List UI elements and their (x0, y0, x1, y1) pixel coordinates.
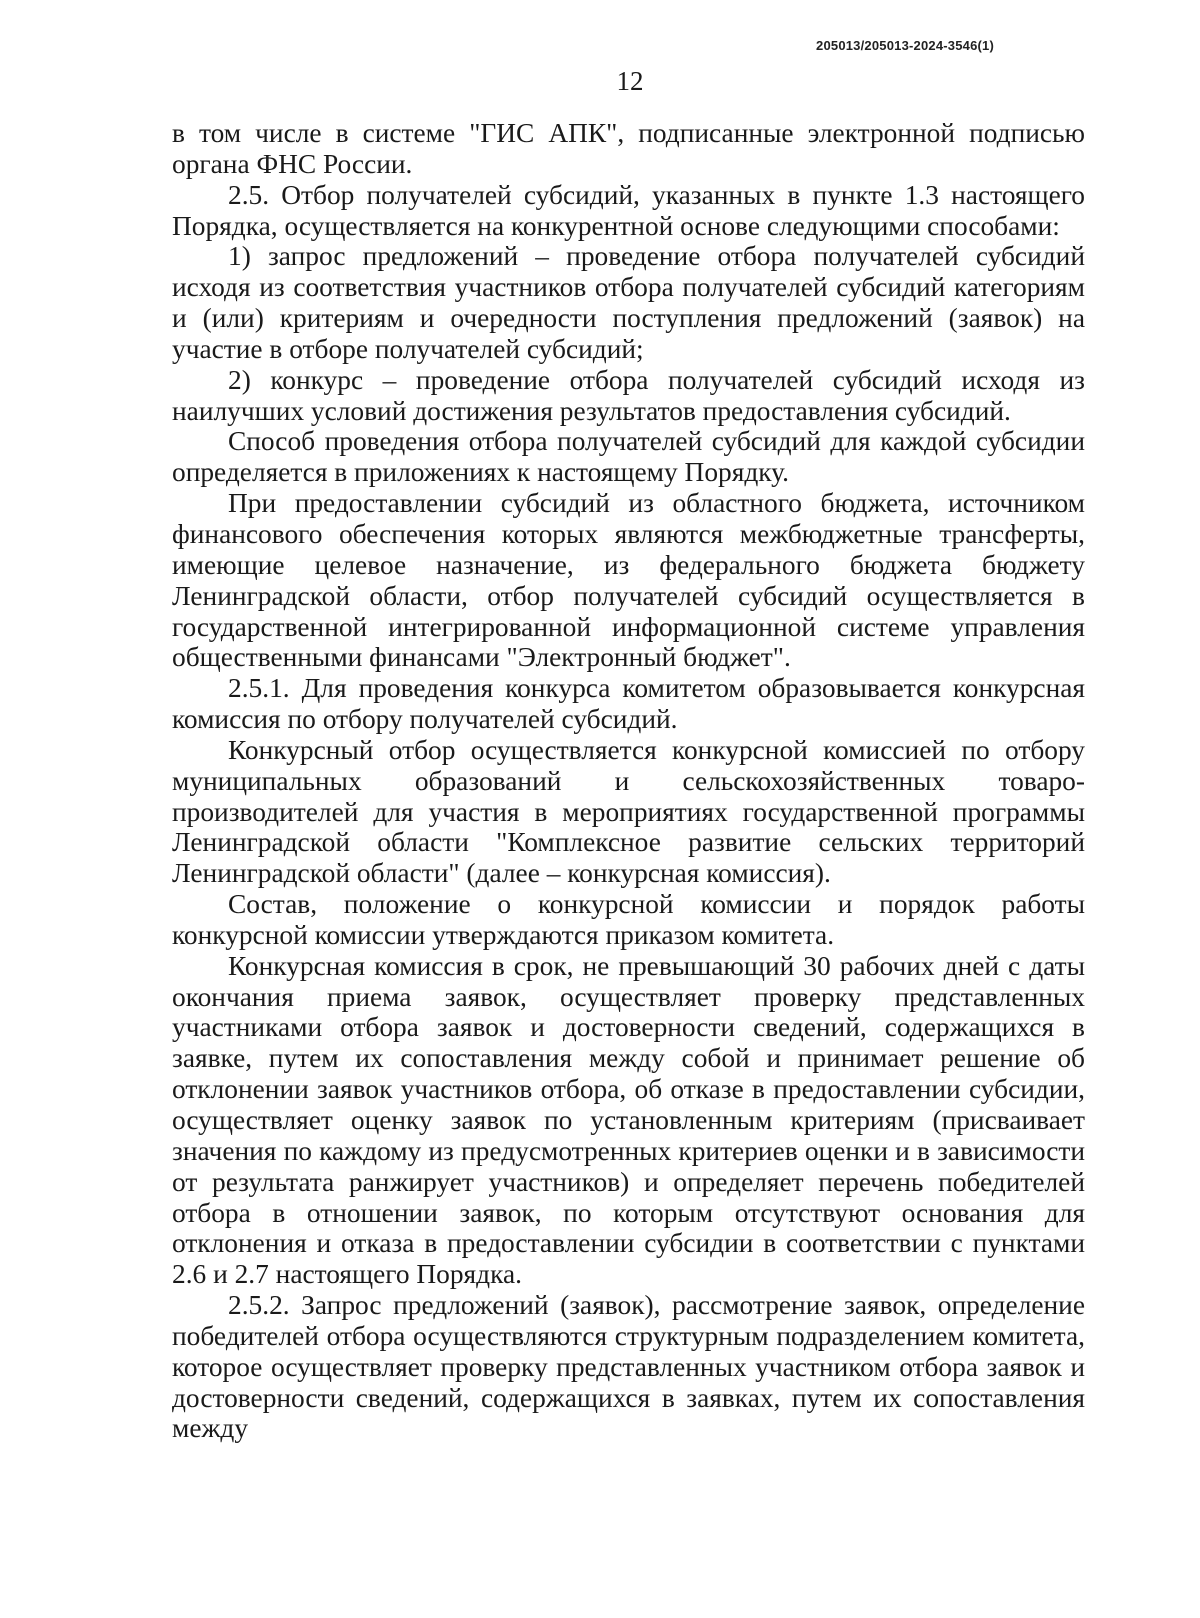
paragraph: в том числе в системе "ГИС АПК", подписанные электронной подписью органа ФНС России. (172, 118, 1085, 179)
page-number: 12 (616, 66, 644, 96)
paragraph: 2) конкурс – проведение отбора получателей субсидий исходя из наилучших условий достижения результатов предоставления субсидий. (172, 364, 1085, 426)
paragraph: Конкурсная комиссия в срок, не превышающий 30 рабочих дней с даты окончания приема заявок, осуществляет проверку представленных участниками отбора заявок и достоверности сведений, содержащихся в заявке, путем их сопоставления между собой и принимает решение об отклонении заявок участников отбора, об отказе в предоставлении субсидии, осуществляет оценку заявок по установленным критериям (присваивает значения по каждому из предусмотренных критериев оценки и в зависимости от результата ранжирует участников) и определяет перечень победителей отбора в отношении заявок, по которым отсутствуют основания для отклонения и отказа в предоставлении субсидии в соответствии с пунктами 2.6 и 2.7 настоящего Порядка. (172, 950, 1085, 1290)
paragraph: Способ проведения отбора получателей субсидий для каждой субсидии определяется в приложениях к настоящему Порядку. (172, 426, 1085, 488)
paragraph: При предоставлении субсидий из областного бюджета, источником финансового обеспечения которых являются межбюджетные трансферты, имеющие целевое назначение, из федерального бюджета бюджету Ленинградской области, отбор получателей субсидий осуществляется в государственной интегрированной информационной системе управления общественными финансами "Электронный бюджет". (172, 488, 1085, 673)
paragraph: Состав, положение о конкурсной комиссии и порядок работы конкурсной комиссии утверждаются приказом комитета. (172, 889, 1085, 950)
paragraph: 1) запрос предложений – проведение отбора получателей субсидий исходя из соответствия участников отбора получателей субсидий категориям и (или) критериям и очередности поступления предложений (заявок) на участие в отборе получателей субсидий; (172, 241, 1085, 364)
paragraph: 2.5.1. Для проведения конкурса комитетом образовывается конкурсная комиссия по отбору получателей субсидий. (172, 673, 1085, 735)
paragraph: 2.5.2. Запрос предложений (заявок), рассмотрение заявок, определение победителей отбора осуществляются структурным подразделением комитета, которое осуществляет проверку представленных участником отбора заявок и достоверности сведений, содержащихся в заявках, путем их сопоставления между (172, 1290, 1085, 1444)
paragraph: Конкурсный отбор осуществляется конкурсной комиссией по отбору муниципальных образований и сельскохозяйственных товаро-производителей для участия в мероприятиях государственной программы Ленинградской области "Комплексное развитие сельских территорий Ленинградской области" (далее – конкурсная комиссия). (172, 734, 1085, 889)
document-id: 205013/205013-2024-3546(1) (816, 38, 994, 53)
paragraph: 2.5. Отбор получателей субсидий, указанных в пункте 1.3 настоящего Порядка, осуществляется на конкурентной основе следующими способами: (172, 179, 1085, 241)
document-body (172, 118, 1085, 1444)
